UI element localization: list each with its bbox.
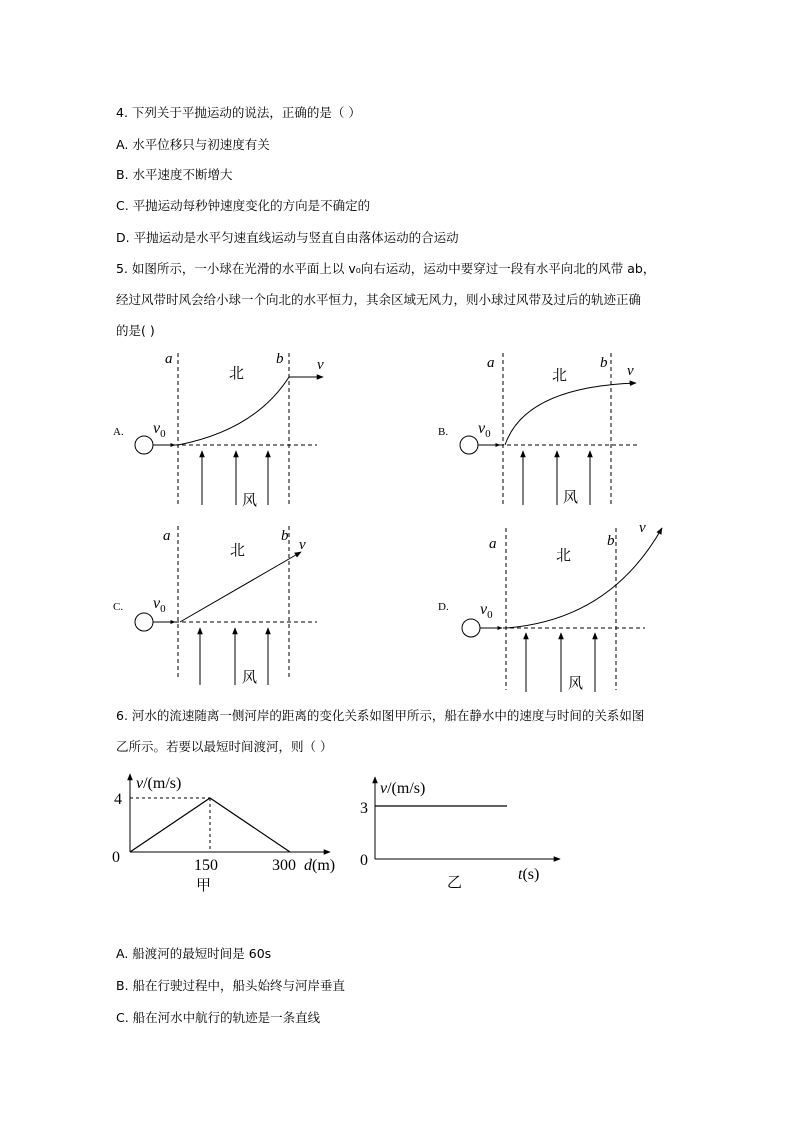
graph-name: 乙: [447, 873, 463, 891]
ball: [135, 613, 153, 631]
figure-option-c: [105, 520, 345, 690]
figure-option-d: [430, 520, 670, 695]
svg-text:风: 风: [242, 668, 258, 686]
q6-stem-line2: 乙所示。若要以最短时间渡河，则（ ）: [116, 739, 333, 754]
svg-text:b: b: [281, 528, 289, 544]
y-label: v/(m/s): [136, 775, 182, 792]
svg-text:风: 风: [563, 488, 579, 506]
q6-option-b: B. 船在行驶过程中，船头始终与河岸垂直: [116, 978, 346, 993]
q4-option-d: D. 平抛运动是水平匀速直线运动与竖直自由落体运动的合运动: [116, 230, 459, 245]
q5-stem-line2: 经过风带时风会给小球一个向北的水平恒力，其余区域无风力，则小球过风带及过后的轨迹正确: [116, 292, 642, 307]
svg-text:v0: $v_0$: [153, 595, 166, 615]
x-label: t(s): [518, 866, 540, 883]
graph-yi: [355, 775, 570, 895]
ball: [462, 619, 480, 637]
svg-text:a: a: [487, 355, 495, 371]
svg-text:v: v: [627, 363, 634, 379]
svg-text:风: 风: [242, 491, 258, 509]
option-d-label: D.: [438, 601, 449, 613]
svg-text:v0: $v_0$: [480, 601, 493, 621]
q6-option-c: C. 船在河水中航行的轨迹是一条直线: [116, 1010, 321, 1025]
svg-text:b: b: [600, 355, 608, 371]
origin-label: 0: [112, 849, 120, 866]
trajectory: [506, 528, 662, 628]
q6-option-a: A. 船渡河的最短时间是 60s: [116, 946, 272, 961]
svg-text:北: 北: [230, 541, 246, 559]
svg-text:a: a: [165, 351, 173, 367]
x-label: d(m): [304, 857, 336, 874]
option-c-label: C.: [113, 601, 124, 613]
graph-name: 甲: [196, 876, 212, 894]
x-tick-label: 150: [194, 857, 218, 874]
q5-stem-line1: 5. 如图所示，一小球在光滑的水平面上以 v₀向右运动，运动中要穿过一段有水平向北的风带 ab，: [116, 261, 656, 276]
svg-text:v: v: [639, 520, 646, 536]
figure-option-a: [105, 345, 345, 515]
svg-text:b: b: [607, 533, 615, 549]
q4-option-a: A. 水平位移只与初速度有关: [116, 137, 270, 152]
ball: [460, 436, 478, 454]
svg-text:风: 风: [568, 674, 584, 692]
svg-text:a: a: [489, 536, 497, 552]
option-a-label: A.: [113, 426, 124, 438]
svg-text:a: a: [163, 528, 171, 544]
q6-stem-line1: 6. 河水的流速随离一侧河岸的距离的变化关系如图甲所示，船在静水中的速度与时间的关系如图: [116, 708, 645, 723]
q5-stem-line3: 的是( ): [116, 323, 155, 338]
q4-option-b: B. 水平速度不断增大: [116, 167, 233, 182]
option-b-label: B.: [438, 426, 449, 438]
y-tick-label: 3: [360, 800, 368, 817]
q4-stem: 4. 下列关于平抛运动的说法，正确的是（ ）: [116, 105, 361, 120]
svg-text:北: 北: [552, 366, 568, 384]
y-tick-label: 4: [114, 791, 122, 808]
svg-text:v0: $v_0$: [153, 420, 166, 440]
figure-option-b: [430, 345, 670, 515]
svg-text:v0: $v_0$: [478, 420, 491, 440]
svg-text:北: 北: [556, 546, 572, 564]
svg-text:北: 北: [229, 364, 245, 382]
trajectory: [505, 383, 636, 445]
svg-text:b: b: [276, 351, 284, 367]
ball: [135, 436, 153, 454]
y-label: v/(m/s): [380, 780, 426, 797]
graph-jia: [108, 770, 348, 900]
trajectory: [178, 377, 289, 445]
svg-text:v: v: [299, 537, 306, 553]
origin-label: 0: [360, 852, 368, 869]
trajectory: [180, 552, 301, 622]
svg-text:v: v: [317, 357, 324, 373]
x-tick-label: 300: [272, 857, 296, 874]
q4-option-c: C. 平抛运动每秒钟速度变化的方向是不确定的: [116, 198, 371, 213]
